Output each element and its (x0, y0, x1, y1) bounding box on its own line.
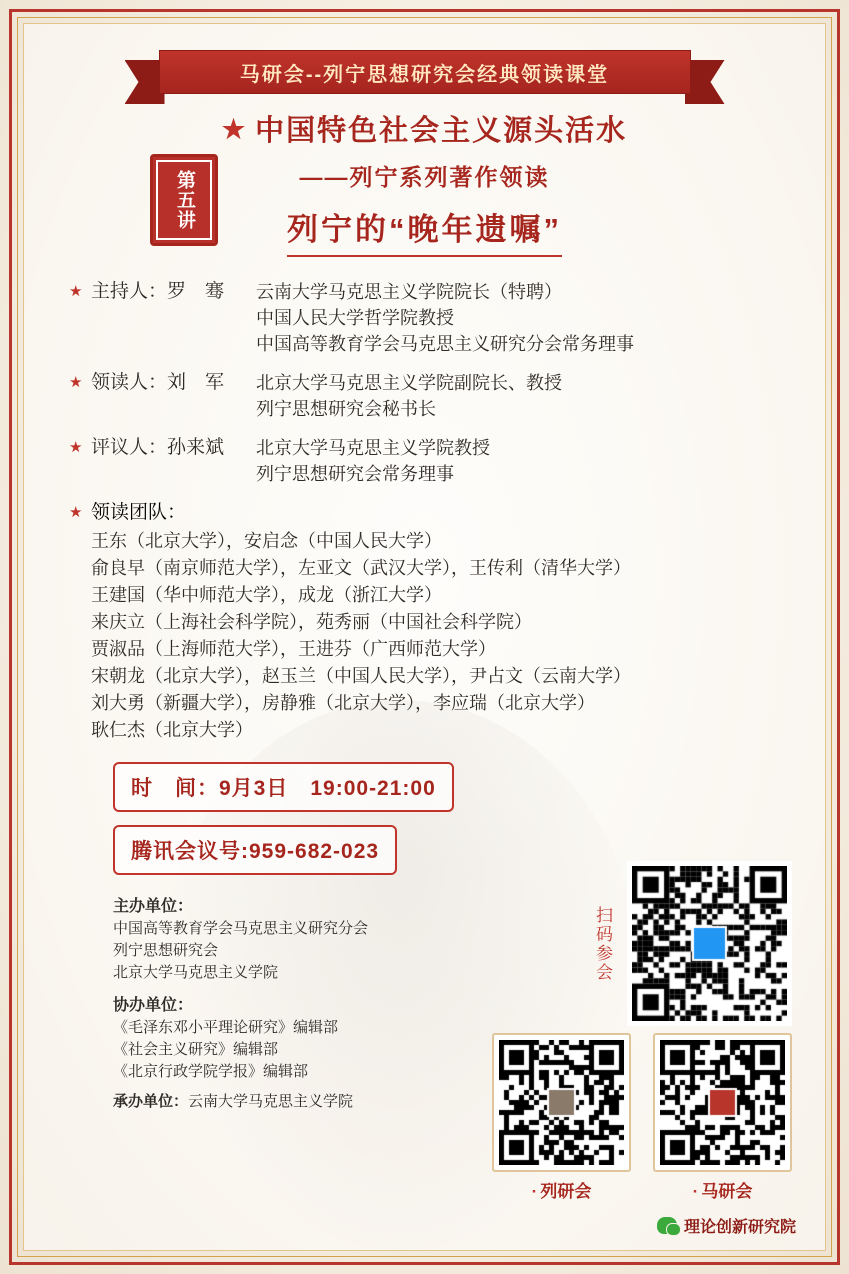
person-desc (256, 435, 490, 487)
organizer-line: 列宁思想研究会 (113, 942, 219, 959)
undertaker-title: 承办单位： (113, 1093, 189, 1110)
star-bullet-icon: ★ (69, 283, 83, 300)
organizer-title: 协办单位： (113, 997, 194, 1014)
banner-title: 马研会--列宁思想研究会经典领读课堂 (239, 63, 610, 86)
info-section (23, 762, 826, 875)
person-desc (256, 279, 634, 357)
ma-yan-hui-qr-canvas (660, 1040, 785, 1165)
qr-caption: 马研会 (701, 1182, 753, 1201)
headline-block (23, 108, 826, 257)
ribbon-body (159, 50, 691, 94)
person-desc-line: 列宁思想研究会秘书长 (256, 399, 436, 419)
team-member-line: 王东（北京大学），安启念（中国人民大学） (91, 531, 442, 551)
qr-caption-wrap (653, 1177, 792, 1202)
lecture-number-text: 第五讲 (173, 170, 195, 230)
undertaker-value: 云南大学马克思主义学院 (188, 1093, 354, 1110)
meeting-qr-code[interactable] (627, 861, 792, 1026)
star-bullet-icon: ★ (69, 374, 83, 391)
person-role: 主持人：罗 骞 (91, 281, 225, 302)
headline-line-3: 列宁的“晚年遗嘱” (287, 204, 562, 257)
meeting-qr-canvas (632, 866, 787, 1021)
footer-account-name: 理论创新研究院 (683, 1219, 796, 1236)
star-bullet-icon: ★ (69, 439, 83, 456)
scan-to-join-label: 扫码参会 (593, 905, 612, 982)
person-desc-line: 中国人民大学哲学院教授 (256, 308, 454, 328)
star-bullet-icon: ★ (69, 504, 83, 521)
qr-card (492, 1033, 631, 1202)
person-row (69, 370, 826, 422)
person-role: 评议人：孙来斌 (91, 437, 225, 458)
person-role: 领读人：刘 军 (91, 372, 225, 393)
team-title: 领读团队： (91, 502, 187, 523)
headline-line-1: 中国特色社会主义源头活水 (255, 115, 628, 147)
team-member-line: 俞良早（南京师范大学），左亚文（武汉大学），王传利（清华大学） (91, 558, 631, 578)
organizer-line: 《毛泽东邓小平理论研究》编辑部 (113, 1019, 339, 1036)
headline-line-2: ——列宁系列著作领读 (299, 164, 550, 190)
person-desc-line: 云南大学马克思主义学院院长（特聘） (256, 282, 562, 302)
team-member-list (91, 528, 826, 744)
account-qr-block (492, 1033, 792, 1202)
poster-content (23, 23, 826, 1251)
person-row (69, 435, 826, 487)
banner-ribbon (125, 50, 725, 94)
person-row (69, 279, 826, 357)
team-member-line: 宋朝龙（北京大学），赵玉兰（中国人民大学），尹占文（云南大学） (91, 666, 631, 686)
team-member-line: 来庆立（上海社会科学院），苑秀丽（中国社会科学院） (91, 612, 532, 632)
organizer-line: 中国高等教育学会马克思主义研究分会 (113, 920, 369, 937)
people-section (69, 279, 826, 487)
person-desc-line: 北京大学马克思主义学院副院长、教授 (256, 373, 562, 393)
wechat-icon (657, 1217, 677, 1234)
time-info-box: 时 间：9月3日 19:00-21:00 (113, 762, 454, 812)
ma-yan-hui-qr-code[interactable] (653, 1033, 792, 1172)
dot-icon: · (692, 1182, 699, 1201)
qr-card (653, 1033, 792, 1202)
team-member-line: 贾淑品（上海师范大学），王进芬（广西师范大学） (91, 639, 496, 659)
team-member-line: 刘大勇（新疆大学），房静雅（北京大学），李应瑞（北京大学） (91, 693, 595, 713)
person-desc-line: 列宁思想研究会常务理事 (256, 464, 454, 484)
meeting-qr-block (592, 861, 792, 1026)
lecture-number-seal (150, 154, 218, 246)
lie-yan-hui-qr-canvas (499, 1040, 624, 1165)
person-desc-line: 中国高等教育学会马克思主义研究分会常务理事 (256, 334, 634, 354)
team-member-line: 耿仁杰（北京大学） (91, 720, 253, 740)
organizer-line: 北京大学马克思主义学院 (113, 964, 279, 981)
qr-caption: 列研会 (540, 1182, 592, 1201)
person-desc-line: 北京大学马克思主义学院教授 (256, 438, 490, 458)
person-desc (256, 370, 562, 422)
team-heading-row (69, 500, 826, 526)
team-member-line: 王建国（华中师范大学），成龙（浙江大学） (91, 585, 442, 605)
qr-caption-wrap (492, 1177, 631, 1202)
star-icon: ★ (221, 114, 248, 144)
ribbon-tail-right-icon (685, 60, 725, 104)
dot-icon: · (531, 1182, 538, 1201)
meeting-id-box: 腾讯会议号:959-682-023 (113, 825, 397, 875)
lie-yan-hui-qr-code[interactable] (492, 1033, 631, 1172)
footer-account (657, 1214, 796, 1237)
team-section (69, 500, 826, 744)
organizer-title: 主办单位： (113, 898, 194, 915)
organizer-line: 《社会主义研究》编辑部 (113, 1041, 279, 1058)
organizer-line: 《北京行政学院学报》编辑部 (113, 1063, 309, 1080)
headline-line-1-wrap (23, 108, 826, 149)
